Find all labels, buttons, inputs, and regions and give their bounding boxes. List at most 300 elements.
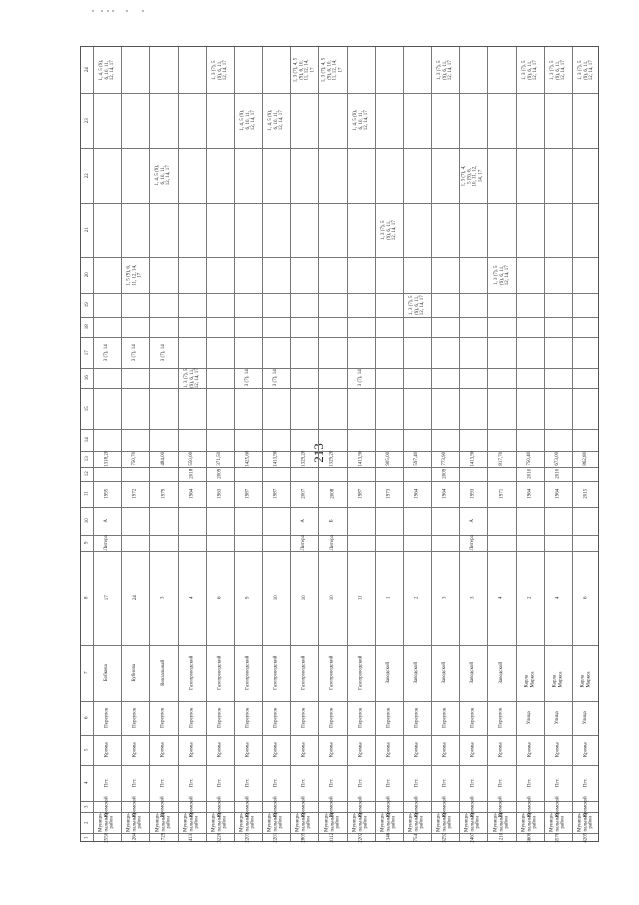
table-cell-col-8-text: 6: [217, 596, 223, 600]
table-cell-col-4-text: Пгт.: [555, 778, 561, 788]
table-column-divider: [81, 257, 598, 258]
table-cell-col-1: [459, 833, 487, 843]
table-cell-col-1-text: 413: [189, 834, 195, 842]
table-cell-col-9-text: Литера: [329, 535, 335, 551]
table-cell-col-13: [403, 451, 431, 467]
table-cell-col-3: [375, 796, 403, 817]
table-cell-col-5-text: Кромы: [555, 742, 561, 758]
table-cell-col-4-text: Пгт.: [301, 778, 307, 788]
table-cell-col-11-text: 1963: [217, 489, 223, 499]
table-cell-col-24-text: 1, 3 (7), 5 (9), 6, 11, 12, 14, 17: [577, 60, 594, 80]
table-cell-col-6: [572, 701, 600, 735]
table-cell-col-8-text: 4: [189, 596, 195, 600]
table-cell-col-8: [516, 551, 544, 645]
table-cell-col-13-text: 550,00: [189, 452, 195, 466]
table-cell-col-11-text: 1993: [470, 489, 476, 499]
table-cell-col-4-text: Пгт.: [527, 778, 533, 788]
table-cell-col-13-text: 773,90: [442, 452, 448, 466]
column-number-header: [81, 535, 93, 551]
table-cell-col-5-text: Кромы: [414, 742, 420, 758]
table-cell-col-4: [178, 765, 206, 801]
table-cell-col-7-text: Бубнова: [132, 664, 138, 682]
table-cell-col-4: [234, 765, 262, 801]
table-cell-col-7: [572, 645, 600, 701]
table-cell-col-11: [572, 481, 600, 507]
table-cell-col-6-text: Переулок: [273, 707, 279, 729]
table-cell-col-5: [516, 735, 544, 765]
table-cell-col-5: [375, 735, 403, 765]
table-cell-col-9-text: Литера: [104, 535, 110, 551]
table-cell-col-7: [375, 645, 403, 701]
table-cell-col-7: [290, 645, 318, 701]
table-cell-col-4-text: Пгт.: [442, 778, 448, 788]
table-cell-col-7: [487, 645, 516, 701]
column-number-header: [81, 812, 93, 833]
table-cell-col-1: [206, 833, 234, 843]
table-cell-col-2-text: Муници- пальный район: [239, 812, 256, 833]
table-cell-col-24-text: 1, 3 (7), 4, 5 (9), 6, 10, 11, 12, 14, 17: [321, 57, 343, 83]
table-cell-col-23-text: 1, 4, 5 (9), 6, 10, 11, 12, 14, 17: [239, 110, 256, 131]
table-cell-col-11-text: 1995: [104, 489, 110, 499]
table-cell-col-12-text: 2009: [442, 469, 448, 479]
table-cell-col-4-text: Пгт.: [245, 778, 251, 788]
table-cell-col-9: [459, 535, 487, 551]
table-cell-col-2-text: Муници- пальный район: [521, 812, 538, 833]
table-cell-col-1-text: 2202: [358, 833, 364, 843]
table-cell-col-8-text: 24: [132, 595, 138, 601]
table-column-divider: [81, 368, 598, 369]
table-cell-col-3: [572, 796, 600, 817]
table-cell-col-19-text: 1, 3 (7), 5 (9), 6, 11, 12, 14, 17: [408, 295, 425, 315]
table-cell-col-8: [487, 551, 516, 645]
table-cell-col-8-text: 9: [245, 596, 251, 600]
table-cell-col-6-text: Переулок: [301, 707, 307, 729]
table-cell-col-12: [431, 467, 459, 481]
table-cell-col-24: [206, 47, 234, 93]
table-cell-col-13-text: 1413,90: [470, 450, 476, 468]
table-cell-col-6: [206, 701, 234, 735]
table-cell-col-12-text: 2009: [217, 469, 223, 479]
table-cell-col-3-text: Кромской: [498, 796, 504, 817]
table-column-divider: [81, 293, 598, 294]
table-cell-col-4-text: Пгт.: [104, 778, 110, 788]
table-cell-col-13: [572, 451, 600, 467]
column-number-header: [81, 467, 93, 481]
table-cell-col-1: [375, 833, 403, 843]
column-number-header: [81, 148, 93, 203]
table-cell-col-2-text: Муници- пальный район: [436, 812, 453, 833]
table-cell-col-9: [318, 535, 347, 551]
table-cell-col-20: [487, 257, 516, 293]
table-cell-col-8: [375, 551, 403, 645]
table-cell-col-11-text: 1973: [386, 489, 392, 499]
table-cell-col-17-text: 3 (7), 14: [132, 343, 138, 362]
table-cell-col-7-text: Карла Маркса: [580, 671, 591, 687]
table-cell-col-21-text: 1, 3 (7), 5 (9), 6, 11, 12, 14, 17: [380, 220, 397, 240]
column-number-header-text: 7: [84, 671, 90, 675]
column-number-header: [81, 735, 93, 765]
table-cell-col-8: [403, 551, 431, 645]
table-cell-col-4: [431, 765, 459, 801]
table-cell-col-4: [375, 765, 403, 801]
table-cell-col-3-text: Кромской: [555, 796, 561, 817]
table-cell-col-6: [121, 701, 149, 735]
column-number-header-text: 9: [84, 541, 90, 545]
table-cell-col-10: [318, 507, 347, 535]
table-cell-col-20-text: 1, 5 (9), 6, 11, 12, 14, 17: [126, 264, 143, 286]
table-cell-col-13: [262, 451, 290, 467]
table-cell-col-5-text: Кромы: [132, 742, 138, 758]
table-cell-col-9: [93, 535, 121, 551]
table-cell-col-1-text: 2201: [273, 833, 279, 843]
table-cell-col-4-text: Пгт.: [470, 778, 476, 788]
column-number-header-text: 13: [84, 456, 90, 462]
table-cell-col-7-text: Газопроводский: [358, 655, 364, 691]
table-cell-col-7: [149, 645, 178, 701]
table-cell-col-7: [206, 645, 234, 701]
table-cell-col-8: [206, 551, 234, 645]
table-cell-col-12-text: 2018: [189, 469, 195, 479]
table-cell-col-8-text: 17: [104, 595, 110, 601]
table-cell-col-3: [262, 796, 290, 817]
table-cell-col-4: [262, 765, 290, 801]
table-cell-col-6-text: Улица: [583, 711, 589, 725]
table-cell-col-13: [178, 451, 206, 467]
table-cell-col-3: [178, 796, 206, 817]
table-cell-col-3-text: Кромской: [442, 796, 448, 817]
table-cell-col-8-text: 3: [442, 596, 448, 600]
table-cell-col-10-text: А: [470, 519, 476, 523]
column-number-header-text: 20: [84, 272, 90, 278]
table-cell-col-17: [121, 337, 149, 368]
column-number-header: [81, 701, 93, 735]
table-cell-col-1-text: 2203: [245, 833, 251, 843]
table-cell-col-22: [149, 148, 178, 203]
table-cell-col-3: [93, 796, 121, 817]
table-cell-col-5: [121, 735, 149, 765]
table-cell-col-3-text: Кромской: [160, 796, 166, 817]
table-cell-col-6-text: Переулок: [160, 707, 166, 729]
table-cell-col-7-text: Заводской: [470, 662, 476, 684]
table-cell-col-13-text: 1318,20: [104, 450, 110, 468]
column-number-header-text: 16: [84, 375, 90, 381]
table-cell-col-23-text: 1, 4, 5 (9), 6, 10, 11, 12, 14, 17: [267, 110, 284, 131]
table-cell-col-3-text: Кромской: [527, 796, 533, 817]
table-cell-col-13-text: 673,00: [555, 452, 561, 466]
table-cell-col-6: [544, 701, 572, 735]
table-cell-col-4: [318, 765, 347, 801]
column-number-header: [81, 451, 93, 467]
table-cell-col-3: [459, 796, 487, 817]
table-cell-col-1-text: 4205: [583, 833, 589, 843]
table-cell-col-4: [121, 765, 149, 801]
table-cell-col-24: [544, 47, 572, 93]
column-number-header-text: 18: [84, 324, 90, 330]
table-cell-col-5-text: Кромы: [189, 742, 195, 758]
table-cell-col-16: [178, 368, 206, 388]
table-cell-col-1-text: 2805: [301, 833, 307, 843]
table-cell-col-13-text: 1329,20: [329, 450, 335, 468]
table-cell-col-1: [234, 833, 262, 843]
table-cell-col-1-text: 754: [414, 834, 420, 842]
table-cell-col-13-text: 1413,90: [273, 450, 279, 468]
table-cell-col-8: [93, 551, 121, 645]
table-cell-col-5: [544, 735, 572, 765]
table-cell-col-3-text: Кромской: [386, 796, 392, 817]
table-cell-col-8: [262, 551, 290, 645]
page-number-text: 213: [311, 443, 326, 463]
table-cell-col-11: [347, 481, 375, 507]
table-cell-col-16: [262, 368, 290, 388]
table-cell-col-6-text: Переулок: [358, 707, 364, 729]
table-cell-col-7: [403, 645, 431, 701]
table-cell-col-7-text: Вокзальный: [160, 660, 166, 686]
table-cell-col-6: [178, 701, 206, 735]
table-cell-col-6-text: Улица: [555, 711, 561, 725]
table-cell-col-3-text: Кромской: [273, 796, 279, 817]
column-number-header-text: 12: [84, 471, 90, 477]
table-cell-col-9: [290, 535, 318, 551]
table-cell-col-11: [178, 481, 206, 507]
table-cell-col-3: [516, 796, 544, 817]
table-cell-col-8: [544, 551, 572, 645]
table-cell-col-24-text: 1, 3 (7), 5 (9), 6, 11, 12, 14, 17: [436, 60, 453, 80]
table-cell-col-13: [487, 451, 516, 467]
table-cell-col-7: [459, 645, 487, 701]
table-cell-col-2-text: Муници- пальный район: [211, 812, 228, 833]
table-column-divider: [81, 317, 598, 318]
table-cell-col-8-text: 2: [414, 596, 420, 600]
table-cell-col-11-text: 1964: [189, 489, 195, 499]
table-cell-col-10-text: Б: [329, 519, 335, 523]
table-cell-col-7: [516, 645, 544, 701]
table-cell-col-4: [93, 765, 121, 801]
table-cell-col-2-text: Муници- пальный район: [464, 812, 481, 833]
table-cell-col-8: [290, 551, 318, 645]
table-cell-col-24-text: 1, 4, 5 (9), 6, 10, 11, 12, 14, 17: [98, 59, 115, 81]
table-cell-col-16-text: 3 (7), 14: [273, 369, 279, 387]
table-cell-col-3: [347, 796, 375, 817]
table-cell-col-13-text: 484,00: [160, 452, 166, 466]
table-cell-col-4: [516, 765, 544, 801]
table-cell-col-13: [347, 451, 375, 467]
table-cell-col-7: [431, 645, 459, 701]
table-cell-col-13: [149, 451, 178, 467]
column-number-header-text: 3: [84, 805, 90, 808]
table-cell-col-7: [318, 645, 347, 701]
table-cell-col-3-text: Кромской: [132, 796, 138, 817]
table-cell-col-6: [516, 701, 544, 735]
table-cell-col-1: [121, 833, 149, 843]
table-cell-col-11: [318, 481, 347, 507]
table-cell-col-7: [234, 645, 262, 701]
scan-artifact: [92, 10, 152, 14]
table-cell-col-8-text: 4: [555, 596, 561, 600]
table-cell-col-1-text: 3600: [527, 833, 533, 843]
table-cell-col-4-text: Пгт.: [498, 778, 504, 788]
table-cell-col-1-text: 3570: [555, 833, 561, 843]
table-cell-col-1: [544, 833, 572, 843]
table-cell-col-10: [93, 507, 121, 535]
table-cell-col-13: [234, 451, 262, 467]
table-cell-col-5-text: Кромы: [442, 742, 448, 758]
table-cell-col-21: [375, 203, 403, 257]
table-cell-col-12: [178, 467, 206, 481]
table-cell-col-5-text: Кромы: [470, 742, 476, 758]
column-number-header-text: 19: [84, 302, 90, 308]
column-number-header-text: 21: [84, 227, 90, 233]
table-cell-col-5-text: Кромы: [386, 742, 392, 758]
rotated-data-table: [80, 46, 599, 842]
table-cell-col-3: [149, 796, 178, 817]
table-cell-col-3-text: Кромской: [245, 796, 251, 817]
table-cell-col-2-text: Муници- пальный район: [324, 812, 341, 833]
table-cell-col-1: [290, 833, 318, 843]
column-number-header: [81, 368, 93, 388]
table-cell-col-8-text: 1: [386, 596, 392, 600]
table-cell-col-5: [178, 735, 206, 765]
column-number-header: [81, 388, 93, 429]
table-cell-col-24: [516, 47, 544, 93]
table-cell-col-5: [347, 735, 375, 765]
table-cell-col-2-text: Муници- пальный район: [493, 812, 510, 833]
table-cell-col-5-text: Кромы: [301, 742, 307, 758]
table-cell-col-1: [487, 833, 516, 843]
table-cell-col-4: [206, 765, 234, 801]
table-cell-col-2-text: Муници- пальный район: [98, 812, 115, 833]
table-cell-col-1: [347, 833, 375, 843]
column-number-header: [81, 481, 93, 507]
table-cell-col-8: [431, 551, 459, 645]
table-cell-col-6-text: Переулок: [442, 707, 448, 729]
table-cell-col-11-text: 1987: [273, 489, 279, 499]
table-cell-col-1-text: 3292: [442, 833, 448, 843]
table-cell-col-13: [121, 451, 149, 467]
table-cell-col-1-text: 1210: [498, 833, 504, 843]
table-cell-col-13: [459, 451, 487, 467]
table-cell-col-8-text: 10: [329, 595, 335, 601]
table-cell-col-7: [121, 645, 149, 701]
table-cell-col-3-text: Кромской: [583, 796, 589, 817]
table-cell-col-6-text: Переулок: [104, 707, 110, 729]
table-cell-col-7-text: Карла Маркса: [524, 671, 535, 687]
table-cell-col-11: [431, 481, 459, 507]
table-cell-col-11: [206, 481, 234, 507]
column-number-header-text: 24: [84, 67, 90, 73]
table-cell-col-8: [121, 551, 149, 645]
table-cell-col-4-text: Пгт.: [583, 778, 589, 788]
table-cell-col-7-text: Карла Маркса: [552, 671, 563, 687]
table-cell-col-3: [121, 796, 149, 817]
table-cell-col-12-text: 2010: [555, 469, 561, 479]
table-cell-col-3-text: Кромской: [301, 796, 307, 817]
table-cell-col-8: [234, 551, 262, 645]
table-column-divider: [81, 429, 598, 430]
table-cell-col-1: [516, 833, 544, 843]
table-cell-col-19: [403, 293, 431, 317]
table-cell-col-24: [318, 47, 347, 93]
table-cell-col-13: [318, 451, 347, 467]
table-column-divider: [81, 203, 598, 204]
column-number-header: [81, 203, 93, 257]
table-cell-col-11-text: 2008: [329, 489, 335, 499]
table-cell-col-4: [544, 765, 572, 801]
table-cell-col-5-text: Кромы: [160, 742, 166, 758]
table-cell-col-11: [487, 481, 516, 507]
table-cell-col-10: [459, 507, 487, 535]
table-cell-col-4: [572, 765, 600, 801]
table-cell-col-8-text: 10: [273, 595, 279, 601]
table-cell-col-7-text: Заводской: [414, 662, 420, 684]
table-column-divider: [81, 93, 598, 94]
table-cell-col-2-text: Муници- пальный район: [267, 812, 284, 833]
table-cell-col-13-text: 905,00: [386, 452, 392, 466]
table-cell-col-10-text: А: [104, 519, 110, 523]
table-cell-col-6: [262, 701, 290, 735]
table-cell-col-2-text: Муници- пальный район: [352, 812, 369, 833]
table-cell-col-7-text: Заводской: [386, 662, 392, 684]
table-column-divider: [81, 388, 598, 389]
table-cell-col-1-text: 2550: [104, 833, 110, 843]
table-cell-col-4-text: Пгт.: [358, 778, 364, 788]
table-cell-col-4-text: Пгт.: [217, 778, 223, 788]
table-cell-col-13-text: 597,40: [414, 452, 420, 466]
table-cell-col-24: [93, 47, 121, 93]
table-cell-col-5-text: Кромы: [104, 742, 110, 758]
column-number-header-text: 6: [84, 716, 90, 720]
table-cell-col-2-text: Муници- пальный район: [155, 812, 172, 833]
table-cell-col-6: [431, 701, 459, 735]
table-cell-col-11-text: 2015: [583, 489, 589, 499]
table-cell-col-23: [234, 93, 262, 148]
table-cell-col-22-text: 1, 3 (7), 4, 5 (9), 6, 10, 11, 12, 14, 17: [461, 164, 484, 187]
table-cell-col-11: [403, 481, 431, 507]
table-cell-col-8-text: 10: [301, 595, 307, 601]
table-cell-col-5: [318, 735, 347, 765]
table-cell-col-8-text: 4: [498, 596, 504, 600]
table-cell-col-3: [403, 796, 431, 817]
table-cell-col-3-text: Кромской: [470, 796, 476, 817]
table-cell-col-1-text: 1264: [132, 833, 138, 843]
table-cell-col-13: [93, 451, 121, 467]
table-cell-col-8: [347, 551, 375, 645]
table-cell-col-4: [347, 765, 375, 801]
table-cell-col-5: [149, 735, 178, 765]
table-cell-col-7: [93, 645, 121, 701]
table-cell-col-10-text: А: [301, 519, 307, 523]
column-number-header-text: 10: [84, 518, 90, 524]
table-cell-col-17: [93, 337, 121, 368]
table-cell-col-5-text: Кромы: [217, 742, 223, 758]
table-cell-col-1: [403, 833, 431, 843]
column-number-header: [81, 507, 93, 535]
table-cell-col-6: [487, 701, 516, 735]
table-cell-col-7-text: Газопроводский: [329, 655, 335, 691]
table-cell-col-8: [178, 551, 206, 645]
table-cell-col-2-text: Муници- пальный район: [408, 812, 425, 833]
column-number-header: [81, 765, 93, 801]
table-cell-col-3: [234, 796, 262, 817]
table-cell-col-8-text: 3: [160, 596, 166, 600]
table-cell-col-8: [318, 551, 347, 645]
column-number-header: [81, 429, 93, 451]
column-number-header: [81, 257, 93, 293]
table-cell-col-11: [149, 481, 178, 507]
table-cell-col-13: [375, 451, 403, 467]
table-cell-col-1: [262, 833, 290, 843]
table-cell-col-3: [290, 796, 318, 817]
table-cell-col-23: [262, 93, 290, 148]
